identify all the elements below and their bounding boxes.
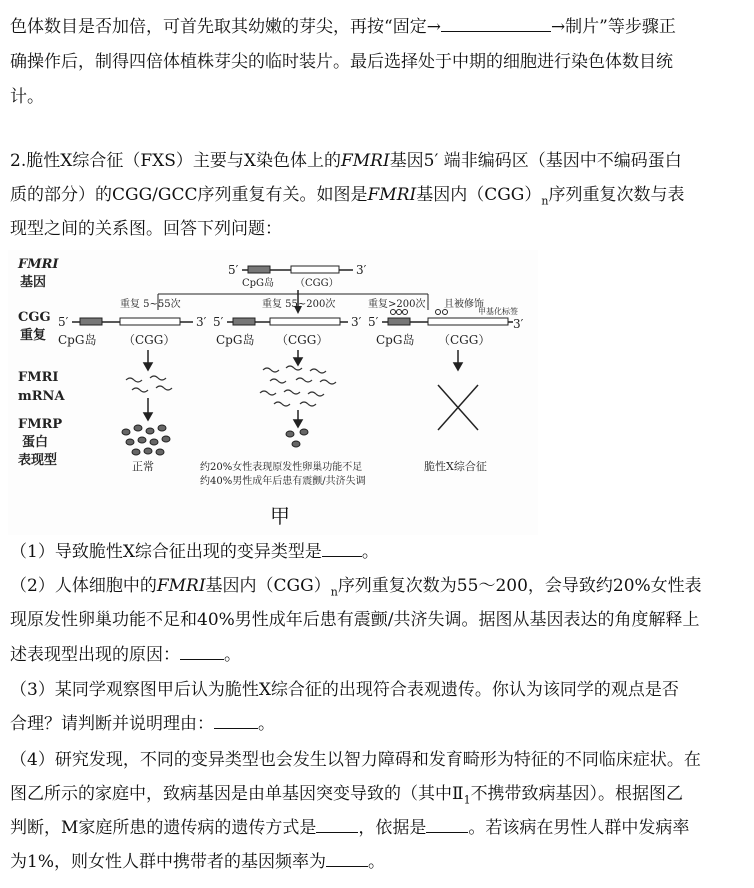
text: （1）导致脆性X综合征出现的变异类型是 [10,542,322,562]
label-fmrp-1: FMRP [18,417,63,432]
prime5: 5′ [368,315,379,329]
subscript: n [541,194,549,208]
label-fmri: FMRI [18,257,59,272]
answer-blank[interactable] [322,542,362,557]
q4-line-3 [10,817,689,839]
repeat-b: 重复 55~200次 [262,299,336,310]
cgg-label: （CGG） [123,333,176,347]
answer-blank[interactable] [441,17,551,32]
text: （2）人体细胞中的 [10,576,157,596]
label-fmri-mrna-1: FMRI [18,370,59,385]
text: 不携带致病基因）。根据图乙 [470,784,684,804]
text: 基因5′ 端非编码区（基因中不编码蛋白 [389,151,682,171]
text: 合理？请判断并说明理由： [10,714,214,734]
q2-sub-line-3 [10,644,241,666]
q3-line-1: （3）某同学观察图甲后认为脆性X综合征的出现符合表观遗传。你认为该同学的观点是否 [10,680,679,700]
text: 判断，M家庭所患的遗传病的遗传方式是 [10,818,317,838]
label-phenotype: 表现型 [18,453,58,468]
q2-sub-line-1 [10,575,702,603]
text: 2.脆性X综合征（FXS）主要与X染色体上的 [10,151,341,171]
text: 。若该病在男性人群中发病率 [468,818,690,838]
label-gene: 基因 [20,275,47,290]
cgg-label: （CGG） [438,333,491,347]
prime3: 3′ [351,315,362,329]
gene-name: FMRI [367,185,417,205]
prime5: 5′ [213,315,224,329]
phenotype-normal: 正常 [132,460,154,473]
text: 色体数目是否加倍，可首先取其幼嫩的芽尖，再按“固定→ [10,17,441,37]
text: 为1%，则女性人群中携带者的基因频率为 [10,852,326,872]
repeat-c: 重复>200次 [368,299,426,310]
text: →制片”等步骤正 [550,17,676,37]
cgg-label: （CGG） [276,333,329,347]
prime5: 5′ [58,315,69,329]
prime5: 5′ [228,263,239,277]
text: 质的部分）的CGG/GCC序列重复有关。如图是 [10,185,368,205]
label-fmri-mrna-2: mRNA [18,389,65,404]
gene-name: FMRI [156,576,206,596]
label-repeat: 重复 [20,328,47,343]
q4-line-1: （4）研究发现，不同的变异类型也会发生以智力障碍和发育畸形为特征的不同临床症状。在 [10,750,701,770]
text: 。 [361,542,379,562]
q3-line-2 [10,713,275,735]
text: 述表现型出现的原因： [10,645,180,665]
gene-name: FMRI [340,151,390,171]
answer-blank[interactable] [426,818,468,833]
text: 基因内（CGG） [416,185,542,205]
cpg-label: CpG岛 [376,333,415,347]
prime3: 3′ [196,315,207,329]
figure-caption: 甲 [270,504,290,528]
intro-line-1 [10,16,676,38]
cpg-label: CpG岛 [58,333,97,347]
answer-blank[interactable] [214,714,258,729]
q4-line-2 [10,783,683,811]
label-fmrp-2: 蛋白 [22,435,49,450]
text: ，依据是 [358,818,427,838]
answer-blank[interactable] [326,852,368,867]
q2-sub-line-2: 现原发性卵巢功能不足和40%男性成年后患有震颤/共济失调。据图从基因表达的角度解释上 [10,610,700,630]
cgg-label: （CGG） [295,278,339,289]
intro-line-2: 确操作后，制得四倍体植株芽尖的临时装片。最后选择处于中期的细胞进行染色体数目统 [10,52,673,72]
q4-line-4 [10,851,385,873]
phenotype-middle-1: 约20%女性表现原发性卵巢功能不足 [200,462,363,473]
cpg-label: CpG岛 [216,333,255,347]
prime3: 3′ [356,263,367,277]
q1-line [10,541,379,563]
intro-line-3: 计。 [10,87,44,107]
phenotype-fxs: 脆性X综合征 [424,460,487,473]
text: 。 [224,645,241,665]
label-cgg: CGG [18,310,51,325]
text: 。 [367,852,385,872]
text: 图乙所示的家庭中，致病基因是由单基因突变导致的（其中Ⅱ [10,784,464,804]
figure-jia [8,250,538,535]
text: 序列重复次数为55～200，会导致约20%女性表 [337,576,702,596]
text: 。 [258,714,275,734]
subscript: n [330,585,338,599]
methyl-label: 甲基化标签 [478,307,518,316]
phenotype-middle-2: 约40%男性成年后患有震颤/共济失调 [200,476,366,487]
answer-blank[interactable] [180,645,224,660]
modify-label: 且被修饰 [444,299,484,310]
q2-line-1 [10,150,682,172]
text: 基因内（CGG） [205,576,331,596]
q2-line-2 [10,184,684,212]
cpg-label: CpG岛 [242,278,275,289]
text: 序列重复次数与表 [548,185,685,205]
repeat-a: 重复 5~55次 [120,299,181,310]
prime3: 3′ [513,317,524,331]
subscript: 1 [463,793,471,807]
q2-line-3: 现型之间的关系图。回答下列问题： [10,219,282,239]
answer-blank[interactable] [316,818,358,833]
